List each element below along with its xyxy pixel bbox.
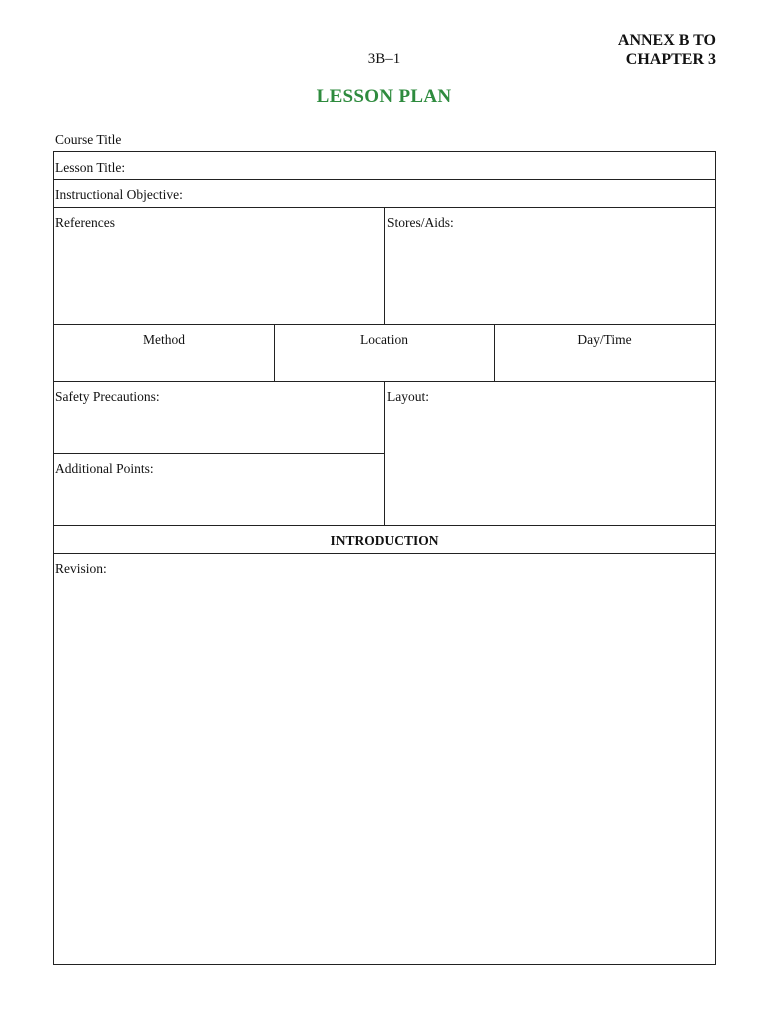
stores-aids-label: Stores/Aids: (387, 215, 454, 230)
day-time-label: Day/Time (577, 332, 632, 347)
lesson-title-label: Lesson Title: (55, 160, 126, 175)
page-number: 3B–1 (367, 51, 401, 67)
lesson-plan-form (53, 151, 716, 965)
column-divider (384, 381, 385, 525)
row-divider (54, 553, 715, 554)
additional-points-label: Additional Points: (55, 461, 154, 476)
column-divider (384, 207, 385, 324)
introduction-heading: INTRODUCTION (330, 533, 439, 548)
document-title: LESSON PLAN (316, 86, 452, 107)
revision-label: Revision: (55, 561, 107, 576)
layout-label: Layout: (387, 389, 429, 404)
annex-line-2: CHAPTER 3 (625, 51, 716, 68)
references-label: References (55, 215, 115, 230)
row-divider (54, 324, 715, 325)
safety-precautions-label: Safety Precautions: (55, 389, 160, 404)
annex-line-1: ANNEX B TO (617, 32, 716, 49)
course-title-label: Course Title (55, 132, 122, 147)
instructional-objective-label: Instructional Objective: (55, 187, 183, 202)
row-divider (54, 179, 715, 180)
row-divider (54, 453, 385, 454)
location-label: Location (360, 332, 408, 347)
method-label: Method (143, 332, 185, 347)
row-divider (54, 525, 715, 526)
annex-reference (560, 31, 716, 69)
